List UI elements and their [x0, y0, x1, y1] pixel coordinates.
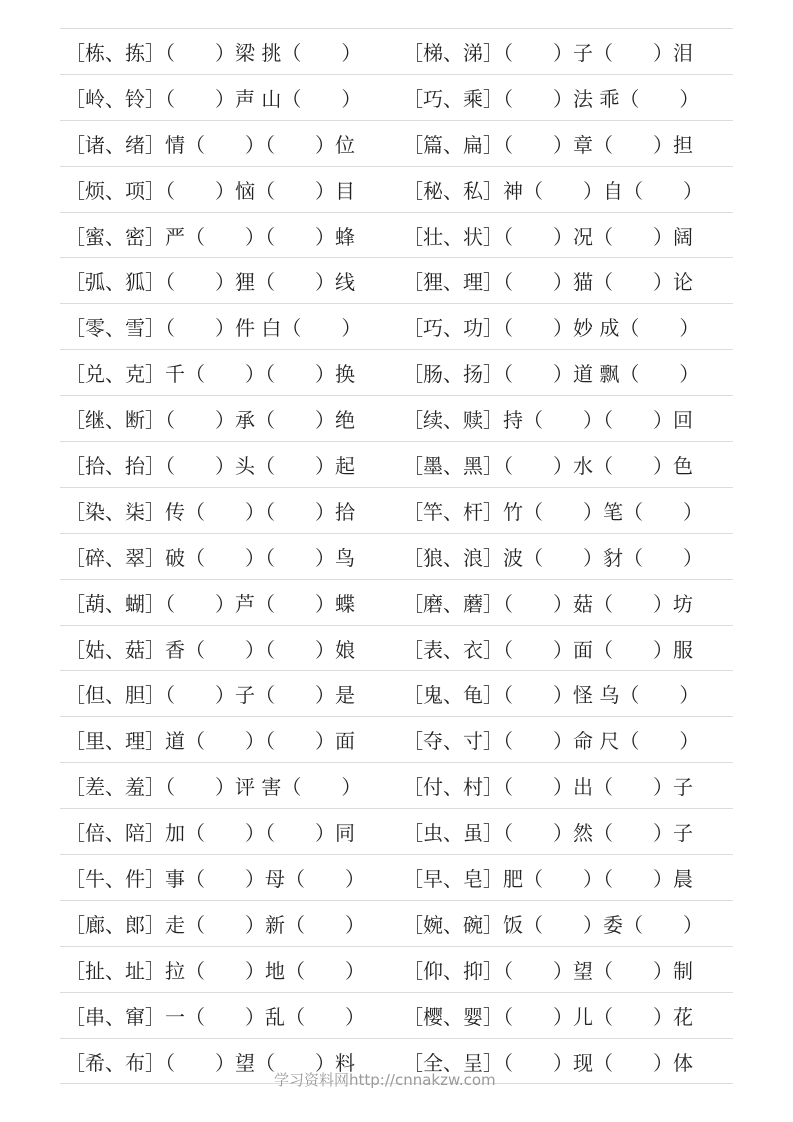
exercise-right: ［鬼、龟］（ ）怪 乌（ ）	[403, 683, 700, 708]
exercise-left: ［弧、狐］（ ）狸（ ）线	[65, 270, 355, 295]
exercise-left: ［兑、克］千（ ）（ ）换	[65, 362, 355, 387]
exercise-left: ［姑、菇］香（ ）（ ）娘	[65, 637, 355, 662]
table-row	[60, 717, 733, 763]
table-row	[60, 580, 733, 626]
exercise-right: ［巧、功］（ ）妙 成（ ）	[403, 316, 700, 341]
exercise-right: ［梯、涕］（ ）子（ ）泪	[403, 40, 693, 65]
exercise-right: ［付、村］（ ）出（ ）子	[403, 775, 693, 800]
table-row	[60, 671, 733, 717]
exercise-right: ［续、赎］持（ ）（ ）回	[403, 408, 693, 433]
exercise-left: ［倍、陪］加（ ）（ ）同	[65, 821, 355, 846]
exercise-right: ［篇、扁］（ ）章（ ）担	[403, 132, 693, 157]
exercise-right: ［表、衣］（ ）面（ ）服	[403, 637, 693, 662]
table-row	[60, 993, 733, 1039]
exercise-left: ［廊、郎］走（ ）新（ ）	[65, 912, 365, 937]
table-row	[60, 488, 733, 534]
exercise-right: ［樱、婴］（ ）儿（ ）花	[403, 1004, 693, 1029]
exercise-left: ［碎、翠］破（ ）（ ）鸟	[65, 545, 355, 570]
exercise-left: ［里、理］道（ ）（ ）面	[65, 729, 355, 754]
exercise-right: ［狼、浪］波（ ）豺（ ）	[403, 545, 703, 570]
exercise-right: ［墨、黑］（ ）水（ ）色	[403, 453, 693, 478]
exercise-right: ［虫、虽］（ ）然（ ）子	[403, 821, 693, 846]
table-row	[60, 304, 733, 350]
exercise-left: ［染、柒］传（ ）（ ）拾	[65, 499, 355, 524]
table-row	[60, 396, 733, 442]
table-row	[60, 901, 733, 947]
exercise-right: ［磨、蘑］（ ）菇（ ）坊	[403, 591, 693, 616]
table-row	[60, 442, 733, 488]
table-row	[60, 947, 733, 993]
table-row	[60, 167, 733, 213]
exercise-left: ［岭、铃］（ ）声 山（ ）	[65, 86, 362, 111]
exercise-left: ［扯、址］拉（ ）地（ ）	[65, 958, 365, 983]
exercise-left: ［串、窜］一（ ）乱（ ）	[65, 1004, 365, 1029]
exercise-left: ［差、羞］（ ）评 害（ ）	[65, 775, 362, 800]
watermark: 学习资料网http://cnnakzw.com	[274, 1071, 496, 1089]
table-row	[60, 350, 733, 396]
exercise-right: ［巧、乘］（ ）法 乖（ ）	[403, 86, 700, 111]
exercise-left: ［葫、蝴］（ ）芦（ ）蝶	[65, 591, 355, 616]
exercise-left: ［但、胆］（ ）子（ ）是	[65, 683, 355, 708]
exercise-left: ［诸、绪］情（ ）（ ）位	[65, 132, 355, 157]
exercise-right: ［竿、杆］竹（ ）笔（ ）	[403, 499, 703, 524]
exercise-left: ［栋、拣］（ ）梁 挑（ ）	[65, 40, 362, 65]
exercise-left: ［希、布］（ ）望（ ）料	[65, 1050, 355, 1075]
exercise-right: ［肠、扬］（ ）道 飘（ ）	[403, 362, 700, 387]
exercise-right: ［夺、寸］（ ）命 尺（ ）	[403, 729, 700, 754]
exercise-left: ［烦、项］（ ）恼（ ）目	[65, 178, 355, 203]
exercise-left: ［拾、抬］（ ）头（ ）起	[65, 453, 355, 478]
table-row	[60, 855, 733, 901]
table-row	[60, 258, 733, 304]
exercise-left: ［牛、件］事（ ）母（ ）	[65, 866, 365, 891]
exercise-right: ［狸、理］（ ）猫（ ）论	[403, 270, 693, 295]
exercise-left: ［零、雪］（ ）件 白（ ）	[65, 316, 362, 341]
exercise-right: ［早、皂］肥（ ）（ ）晨	[403, 866, 693, 891]
exercise-table	[60, 28, 733, 1084]
table-row	[60, 626, 733, 672]
table-row	[60, 809, 733, 855]
table-row	[60, 534, 733, 580]
table-row	[60, 75, 733, 121]
exercise-left: ［继、断］（ ）承（ ）绝	[65, 408, 355, 433]
exercise-right: ［婉、碗］饭（ ）委（ ）	[403, 912, 703, 937]
exercise-right: ［仰、抑］（ ）望（ ）制	[403, 958, 693, 983]
exercise-right: ［秘、私］神（ ）自（ ）	[403, 178, 703, 203]
table-row	[60, 213, 733, 259]
table-row	[60, 29, 733, 75]
table-row	[60, 763, 733, 809]
exercise-left: ［蜜、密］严（ ）（ ）蜂	[65, 224, 355, 249]
exercise-right: ［壮、状］（ ）况（ ）阔	[403, 224, 693, 249]
table-row	[60, 121, 733, 167]
exercise-right: ［全、呈］（ ）现（ ）体	[403, 1050, 693, 1075]
